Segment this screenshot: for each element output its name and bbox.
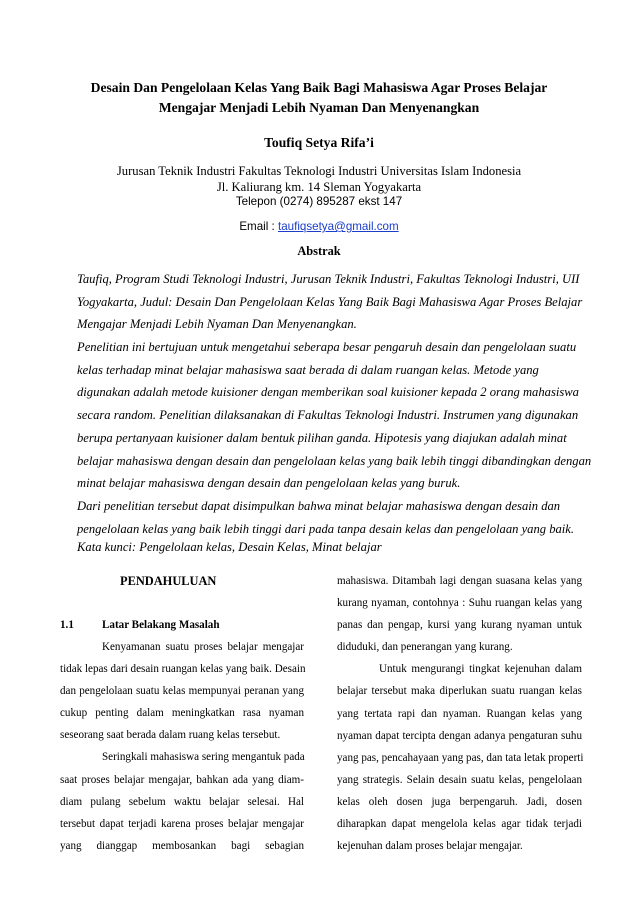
abstract-line: pengelolaan kelas yang baik lebih tinggi dari pada tanpa desain kelas dan pengelolaan yang baik.: [77, 521, 575, 536]
affiliation-phone: Telepon (0274) 895287 ekst 147: [235, 195, 403, 208]
abstract-line: Dari penelitian tersebut dapat disimpulkan bahwa minat belajar mahasiswa dengan desain dan: [77, 498, 561, 513]
text-line: kejenuhan dalam proses belajar mengajar.: [337, 840, 523, 853]
text-line: kurang nyaman, contohnya : Suhu ruangan kelas yang: [337, 597, 582, 610]
text-line: mahasiswa. Ditambah lagi dengan suasana kelas yang: [337, 575, 582, 587]
right-column: [337, 570, 582, 857]
subsection-heading: [60, 614, 304, 636]
abstract-body: [77, 268, 592, 540]
abstract-line: minat belajar mahasiswa dengan desain dan pengelolaan kelas yang buruk.: [77, 476, 461, 491]
email-link[interactable]: taufiqsetya@gmail.com: [277, 220, 399, 233]
affiliation-line-1: Jurusan Teknik Industri Fakultas Teknologi Industri Universitas Islam Indonesia: [116, 164, 522, 178]
text-line: yang dianggap membosankan bagi sebagian: [60, 839, 304, 852]
paper-title-line-1: Desain Dan Pengelolaan Kelas Yang Baik Bagi Mahasiswa Agar Proses Belajar: [90, 80, 548, 95]
text-line: Kenyamanan suatu proses belajar mengajar: [102, 641, 304, 653]
text-line: tidak lepas dari desain ruangan kelas yang baik. Desain: [60, 663, 306, 676]
section-heading: PENDAHULUAN: [120, 574, 217, 588]
paragraph: [337, 658, 582, 857]
keywords: Kata kunci: Pengelolaan kelas, Desain Kelas, Minat belajar: [77, 540, 382, 554]
left-column: [60, 570, 304, 857]
text-line: seseorang saat berada dalam ruang kelas tersebut.: [60, 729, 281, 742]
text-line: diharapkan dapat mengelola kelas agar tidak terjadi: [337, 818, 582, 831]
abstract-line: belajar mahasiswa dengan desain dan pengelolaan kelas yang baik lebih tinggi dibandingkan dengan: [77, 453, 592, 468]
text-line: kelas oleh dosen juga berpengaruh. Jadi, dosen: [337, 795, 582, 808]
text-line: diam pulang sebelum waktu belajar selesai. Hal: [60, 795, 304, 808]
subsection-title: Latar Belakang Masalah: [102, 619, 220, 631]
text-line: diduduki, dan penerangan yang kurang.: [337, 641, 513, 654]
text-line: yang pas, pencahayaan yang pas, dan tata letak properti: [337, 751, 584, 764]
abstract-heading: Abstrak: [297, 244, 341, 258]
text-line: yang strategis. Selain desain suatu kelas, pengelolaan: [337, 773, 582, 786]
abstract-line: Mengajar Menjadi Lebih Nyaman Dan Menyenangkan.: [77, 317, 357, 332]
affiliation-line-2: Jl. Kaliurang km. 14 Sleman Yogyakarta: [216, 180, 422, 194]
abstract-line: berupa pertanyaan kuisioner dalam bentuk pilihan ganda. Hipotesis yang diajukan adalah minat: [77, 430, 567, 445]
text-line: yang tertata rapi dan nyaman. Ruangan kelas yang: [337, 707, 582, 720]
text-line: cukup penting dalam meningkatkan rasa nyaman: [60, 707, 304, 720]
text-line: Untuk mengurangi tingkat kejenuhan dalam: [379, 663, 582, 676]
text-line: dan pengelolaan suatu kelas mempunyai peranan yang: [60, 685, 304, 698]
paragraph: [337, 570, 582, 658]
subsection-number: 1.1: [60, 619, 74, 631]
email-label: Email :: [239, 220, 278, 233]
author-name: Toufiq Setya Rifa’i: [264, 135, 374, 150]
text-line: saat proses belajar mengajar, bahkan ada yang diam-: [60, 773, 304, 786]
abstract-line: secara random. Penelitian dilaksanakan di Fakultas Teknologi Industri. Instrumen yang digunakan: [77, 408, 579, 423]
abstract-line: digunakan adalah metode kuisioner dengan memberikan soal kuisioner kepada 2 orang mahasiswa: [77, 385, 579, 400]
paper-title-line-2: Mengajar Menjadi Lebih Nyaman Dan Menyenangkan: [158, 100, 480, 115]
text-line: nyaman dapat tercipta dengan adanya pengaturan suhu: [337, 729, 582, 742]
abstract-line: kelas terhadap minat belajar mahasiswa saat berada di dalam ruangan kelas. Metode yang: [77, 362, 539, 377]
abstract-line: Taufiq, Program Studi Teknologi Industri, Jurusan Teknik Industri, Fakultas Teknologi Industri, UII: [77, 272, 580, 286]
paragraph: [60, 636, 304, 746]
email-line: [60, 220, 578, 233]
text-line: panas dan pengap, kursi yang kurang nyaman untuk: [337, 619, 582, 632]
text-line: belajar tersebut maka diperlukan suatu ruangan kelas: [337, 685, 582, 698]
text-line: tersebut dapat terjadi karena proses belajar mengajar: [60, 817, 304, 830]
text-line: Seringkali mahasiswa sering mengantuk pada: [102, 751, 305, 764]
abstract-line: Penelitian ini bertujuan untuk mengetahui seberapa besar pengaruh desain dan pengelolaan suatu: [77, 340, 577, 355]
abstract-line: Yogyakarta, Judul: Desain Dan Pengelolaan Kelas Yang Baik Bagi Mahasiswa Agar Proses Belajar: [77, 294, 583, 309]
paragraph: [60, 746, 304, 856]
